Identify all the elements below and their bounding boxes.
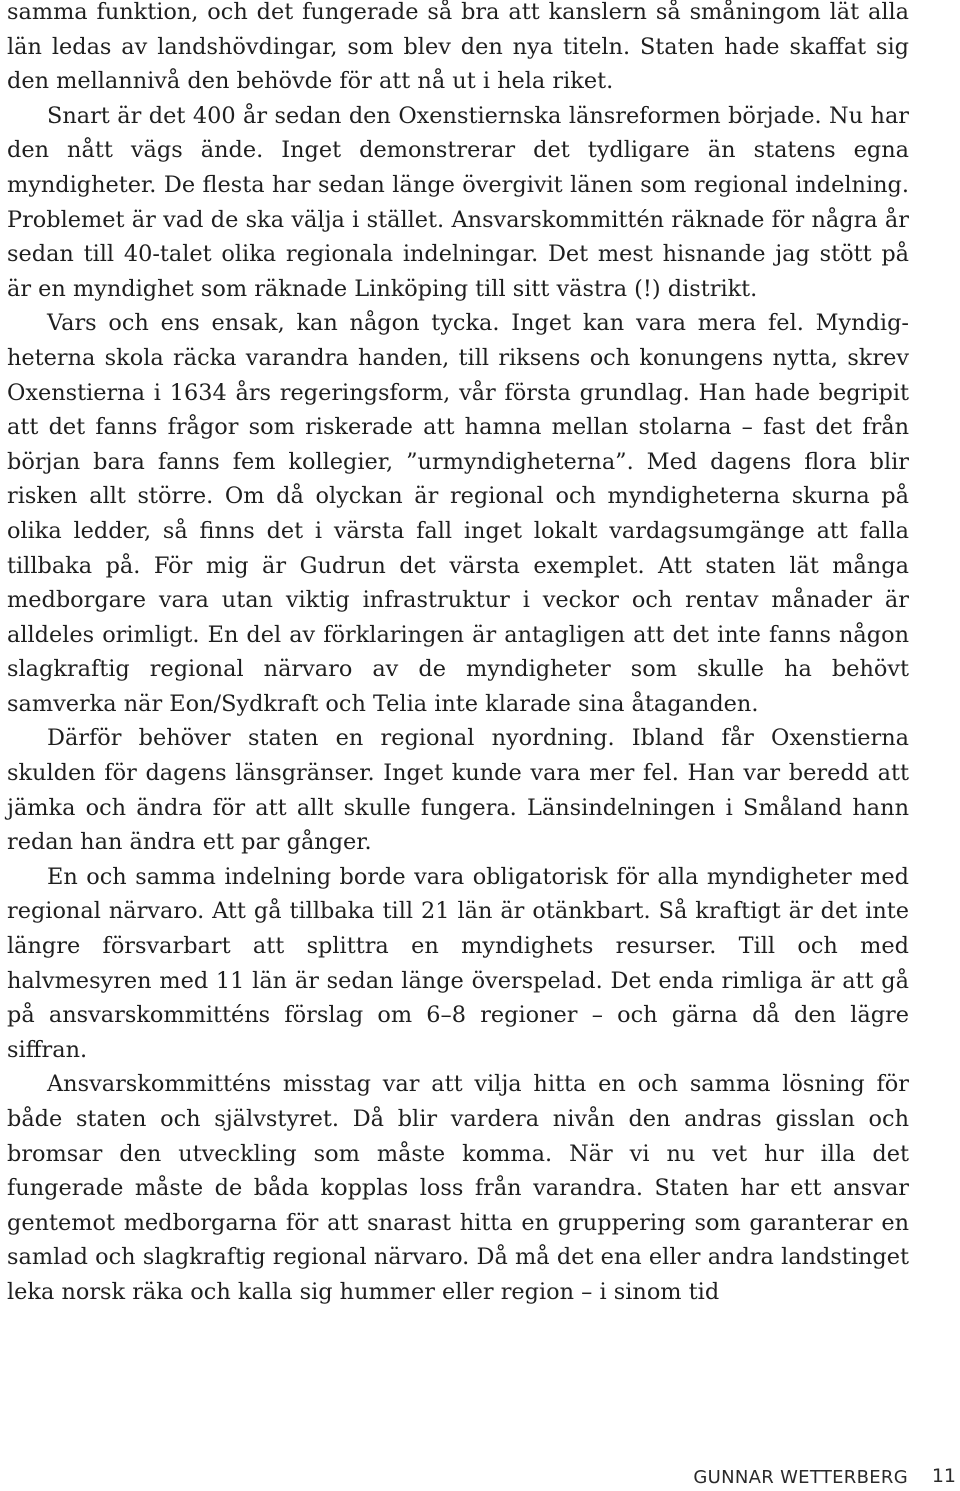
paragraph-4: Därför behöver staten en regional nyordning. Ibland får Oxenstierna skulden för dagens länsgränser. Inget kunde vara mer fel. Han var beredd att jämka och ändra för att allt skulle fungera. Länsindelningen i Småland hann redan han ändra ett par gånger. bbox=[7, 725, 909, 856]
paragraph-1: samma funktion, och det fungerade så bra att kanslern så småningom lät alla län ledas av landshövdingar, som blev den nya titeln. Staten hade skaffat sig den mellannivå den behövde för att nå ut i hela riket. bbox=[7, 0, 909, 95]
footer-author: GUNNAR WETTERBERG bbox=[693, 1467, 908, 1488]
paragraph-6: Ansvarskommitténs misstag var att vilja hitta en och samma lösning för både staten och självstyret. Då blir vardera nivån den andras gisslan och bromsar den utveckling som måste komma. När vi nu vet hur illa det fungerade måste de båda kopplas loss från varandra. Staten har ett ansvar gentemot medborgarna för att snarast hitta en gruppering som garanterar en samlad och slagkraftig regional närvaro. Då må det ena eller andra landstinget leka norsk räka och kalla sig hummer eller region – i sinom tid bbox=[7, 1071, 909, 1305]
paragraph-5: En och samma indelning borde vara obligatorisk för alla myndigheter med regional närvaro. Att gå tillbaka till 21 län är otänkbart. Så kraftigt är det inte längre försvarbart att splittra en myndighets resurser. Till och med halvmesyren med 11 län är sedan länge överspelad. Det enda rimliga är att gå på ansvarskommitténs förslag om 6–8 regioner – och gärna då den lägre siffran. bbox=[7, 863, 909, 1063]
paragraph-3: Vars och ens ensak, kan någon tycka. Inget kan vara mera fel. Myndigheterna skola räcka varandra handen, till riksens och konungens nytta, skrev Oxenstierna i 1634 års regeringsform, vår första grundlag. Han hade begripit att det fanns frågor som riskerade att hamna mellan stolarna – fast det från början bara fanns fem kollegier, ”urmyndigheterna”. Med dagens flora blir risken allt större. Om då olyckan är regional och myndigheterna skurna på olika ledder, så finns det i värsta fall inget lokalt vardagsumgänge att falla tillbaka på. För mig är Gudrun det värsta exemplet. Att staten lät många medborgare vara utan viktig infrastruktur i veckor och rentav månader är alldeles orimligt. En del av förklaringen är antagligen att det inte fanns någon slagkraftig regional närvaro av de myndigheter som skulle ha behövt samverka när Eon/Sydkraft och Telia inte klarade sina åtaganden. bbox=[7, 310, 909, 717]
body-text bbox=[7, 0, 909, 1310]
page-number: 11 bbox=[931, 1465, 956, 1487]
paragraph-2: Snart är det 400 år sedan den Oxenstiernska länsreformen började. Nu har den nått vägs ände. Inget demonstrerar det tydligare än statens egna myndigheter. De flesta har sedan länge övergivit länen som regional indelning. Problemet är vad de ska välja i stället. Ansvarskommittén räknade för några år sedan till 40-talet olika regionala indelningar. Det mest hisnande jag stött på är en myndighet som räknade Linköping till sitt västra (!) distrikt. bbox=[7, 102, 909, 302]
